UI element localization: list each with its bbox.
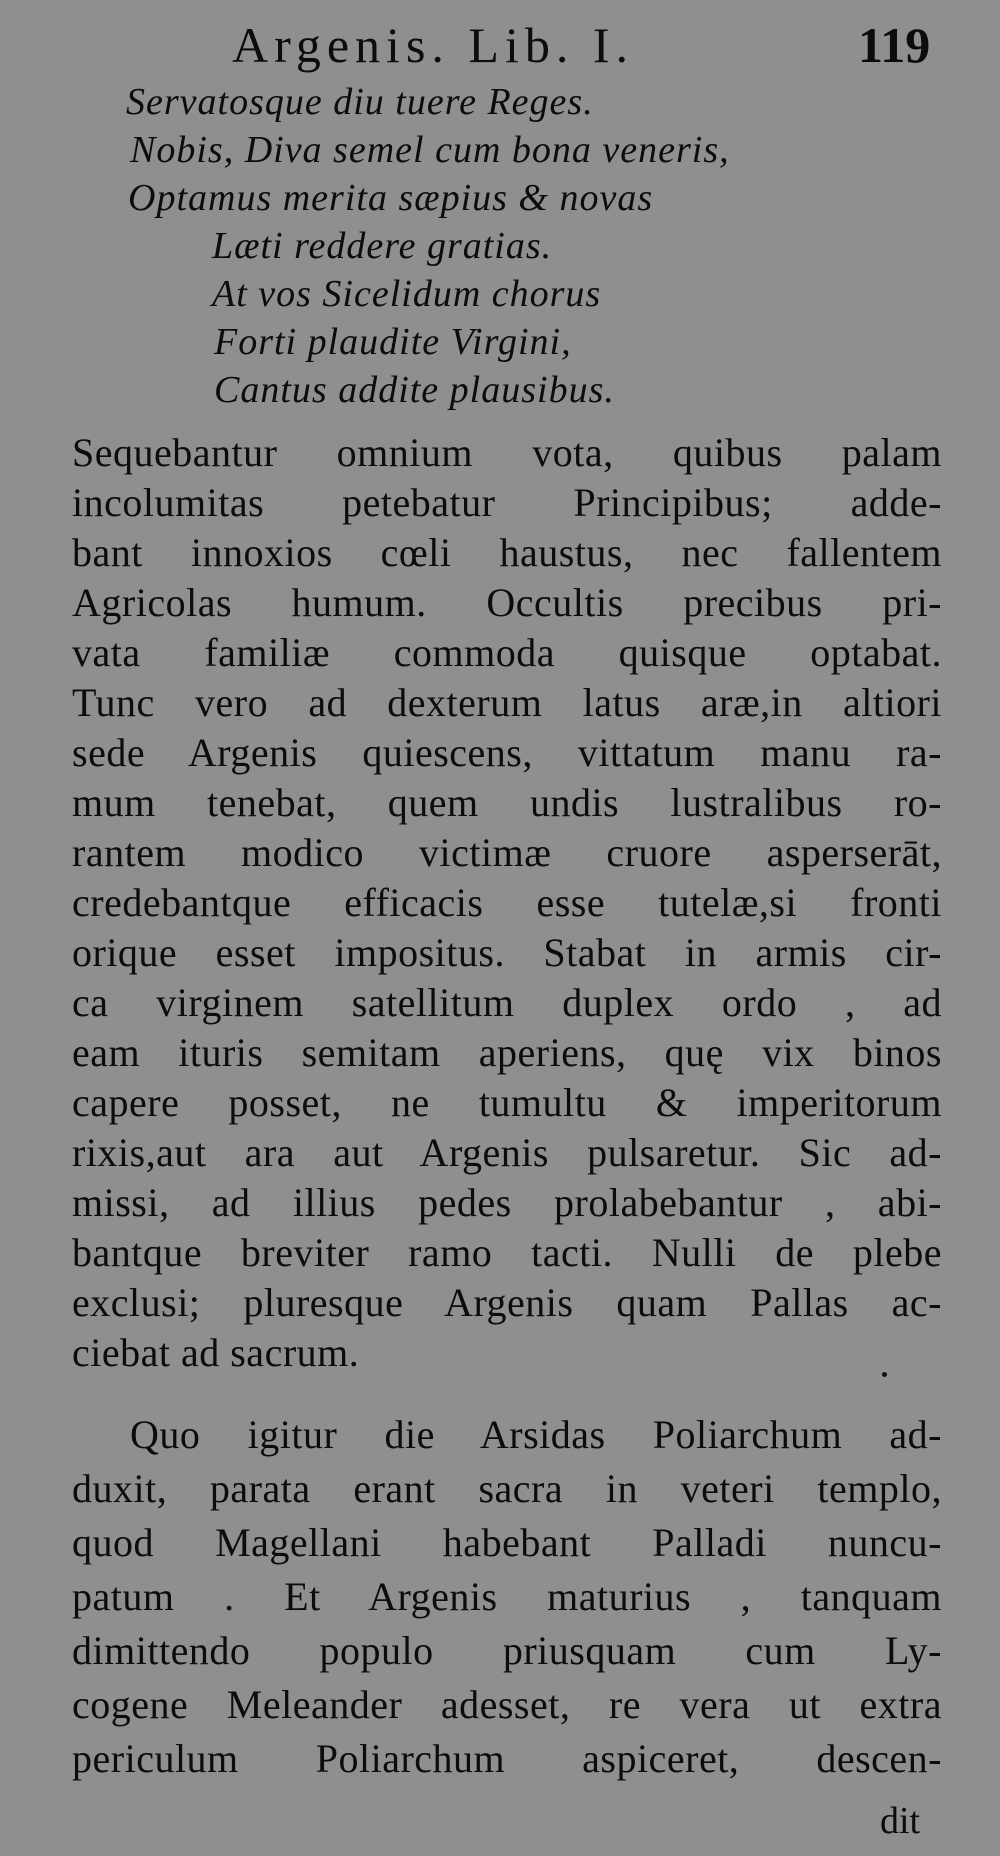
text-line: eam ituris semitam aperiens, quę vix binos xyxy=(72,1030,942,1075)
text-line: patum . Et Argenis maturius , tanquam xyxy=(72,1574,942,1619)
verse-line: Optamus merita sæpius & novas xyxy=(128,177,654,219)
verse-line: Cantus addite plausibus. xyxy=(214,369,615,411)
text-line: orique esset impositus. Stabat in armis cir- xyxy=(72,930,942,975)
text-line: Sequebantur omnium vota, quibus palam xyxy=(72,430,942,475)
verse-line: Forti plaudite Virgini, xyxy=(214,321,572,363)
running-head: Argenis. Lib. I. xyxy=(232,17,634,73)
text-line: dimittendo populo priusquam cum Ly- xyxy=(72,1628,942,1673)
text-line: sede Argenis quiescens, vittatum manu ra- xyxy=(72,730,942,775)
text-line: quod Magellani habebant Palladi nuncu- xyxy=(72,1520,942,1565)
text-line: exclusi; pluresque Argenis quam Pallas ac- xyxy=(72,1280,942,1325)
text-line: credebantque efficacis esse tutelæ,si fronti xyxy=(72,880,942,925)
verse-line: Servatosque diu tuere Reges. xyxy=(126,81,594,123)
text-line: missi, ad illius pedes prolabebantur , abi- xyxy=(72,1180,942,1225)
text-line: rantem modico victimæ cruore asperserāt, xyxy=(72,830,942,875)
page-number: 119 xyxy=(858,17,931,73)
ink-speck xyxy=(882,1372,887,1377)
text-line: capere posset, ne tumultu & imperitorum xyxy=(72,1080,942,1125)
text-line: incolumitas petebatur Principibus; adde- xyxy=(72,480,942,525)
text-line: Tunc vero ad dexterum latus aræ,in altiori xyxy=(72,680,942,725)
text-line: Agricolas humum. Occultis precibus pri- xyxy=(72,580,942,625)
text-line: vata familiæ commoda quisque optabat. xyxy=(72,630,942,675)
text-line: rixis,aut ara aut Argenis pulsaretur. Sic ad- xyxy=(72,1130,942,1175)
verse-line: Læti reddere gratias. xyxy=(212,225,553,267)
verse-line: At vos Sicelidum chorus xyxy=(212,273,602,315)
text-line: bant innoxios cœli haustus, nec fallentem xyxy=(72,530,942,575)
text-line: Quo igitur die Arsidas Poliarchum ad- xyxy=(130,1412,942,1457)
text-line: periculum Poliarchum aspiceret, descen- xyxy=(72,1736,942,1781)
text-line: duxit, parata erant sacra in veteri templo, xyxy=(72,1466,942,1511)
text-line: mum tenebat, quem undis lustralibus ro- xyxy=(72,780,942,825)
page-header xyxy=(0,14,1000,76)
catchword: dit xyxy=(880,1800,921,1842)
text-line: ca virginem satellitum duplex ordo , ad xyxy=(72,980,942,1025)
text-line: ciebat ad sacrum. xyxy=(72,1330,360,1375)
text-line: cogene Meleander adesset, re vera ut extra xyxy=(72,1682,942,1727)
text-line: bantque breviter ramo tacti. Nulli de plebe xyxy=(72,1230,942,1275)
verse-line: Nobis, Diva semel cum bona veneris, xyxy=(130,129,730,171)
